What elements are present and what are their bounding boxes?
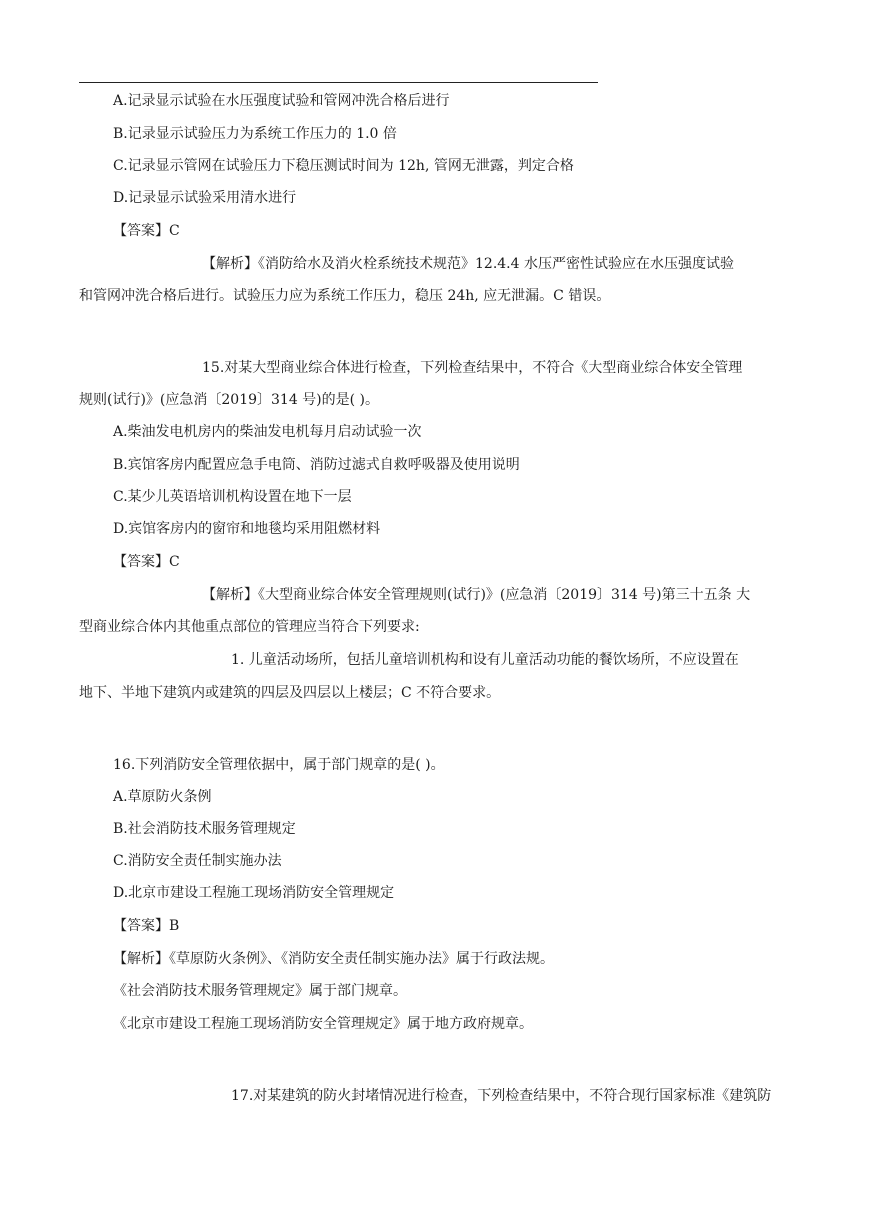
q14-option-a: A.记录显示试验在水压强度试验和管网冲洗合格后进行 [113,93,450,109]
q14-option-b: B.记录显示试验压力为系统工作压力的 1.0 倍 [113,126,397,142]
q15-option-c: C.某少儿英语培训机构设置在地下一层 [113,489,352,505]
q15-option-b: B.宾馆客房内配置应急手电筒、消防过滤式自救呼吸器及使用说明 [113,457,520,473]
q16-analysis-line-1: 【解析】《草原防火条例》、《消防安全责任制实施办法》属于行政法规。 [113,951,554,967]
q16-answer: 【答案】B [113,918,180,934]
q15-question-line-2: 规则(试行)》(应急消〔2019〕314 号)的是( )。 [79,392,380,408]
q16-option-d: D.北京市建设工程施工现场消防安全管理规定 [113,885,395,901]
q16-option-a: A.草原防火条例 [113,789,212,805]
q15-option-d: D.宾馆客房内的窗帘和地毯均采用阻燃材料 [113,521,381,537]
q15-analysis-line-1: 【解析】《大型商业综合体安全管理规则(试行)》(应急消〔2019〕314 号)第三十五条 大 [202,587,751,603]
q14-option-c: C.记录显示管网在试验压力下稳压测试时间为 12h, 管网无泄露，判定合格 [113,158,574,174]
q16-analysis-line-3: 《北京市建设工程施工现场消防安全管理规定》属于地方政府规章。 [113,1016,533,1032]
q16-analysis-line-2: 《社会消防技术服务管理规定》属于部门规章。 [113,983,407,999]
q14-answer: 【答案】C [113,223,180,239]
q14-analysis-line-1: 【解析】《消防给水及消火栓系统技术规范》12.4.4 水压严密性试验应在水压强度试验 [202,256,734,272]
q15-analysis-line-3: 1. 儿童活动场所，包括儿童培训机构和设有儿童活动功能的餐饮场所，不应设置在 [231,652,739,668]
q16-option-b: B.社会消防技术服务管理规定 [113,821,296,837]
q14-option-d: D.记录显示试验采用清水进行 [113,190,297,206]
q15-analysis-line-2: 型商业综合体内其他重点部位的管理应当符合下列要求: [79,619,420,635]
q15-analysis-line-4: 地下、半地下建筑内或建筑的四层及四层以上楼层；C 不符合要求。 [79,685,501,701]
q16-question: 16.下列消防安全管理依据中，属于部门规章的是( )。 [113,757,445,773]
q15-option-a: A.柴油发电机房内的柴油发电机每月启动试验一次 [113,424,422,440]
header-rule [79,82,598,83]
q15-answer: 【答案】C [113,554,180,570]
q17-question-line-1: 17.对某建筑的防火封堵情况进行检查，下列检查结果中，不符合现行国家标准《建筑防 [231,1088,772,1104]
q16-option-c: C.消防安全责任制实施办法 [113,853,282,869]
q15-question-line-1: 15.对某大型商业综合体进行检查，下列检查结果中，不符合《大型商业综合体安全管理 [202,360,743,376]
q14-analysis-line-2: 和管网冲洗合格后进行。试验压力应为系统工作压力，稳压 24h, 应无泄漏。C 错误。 [79,288,611,304]
